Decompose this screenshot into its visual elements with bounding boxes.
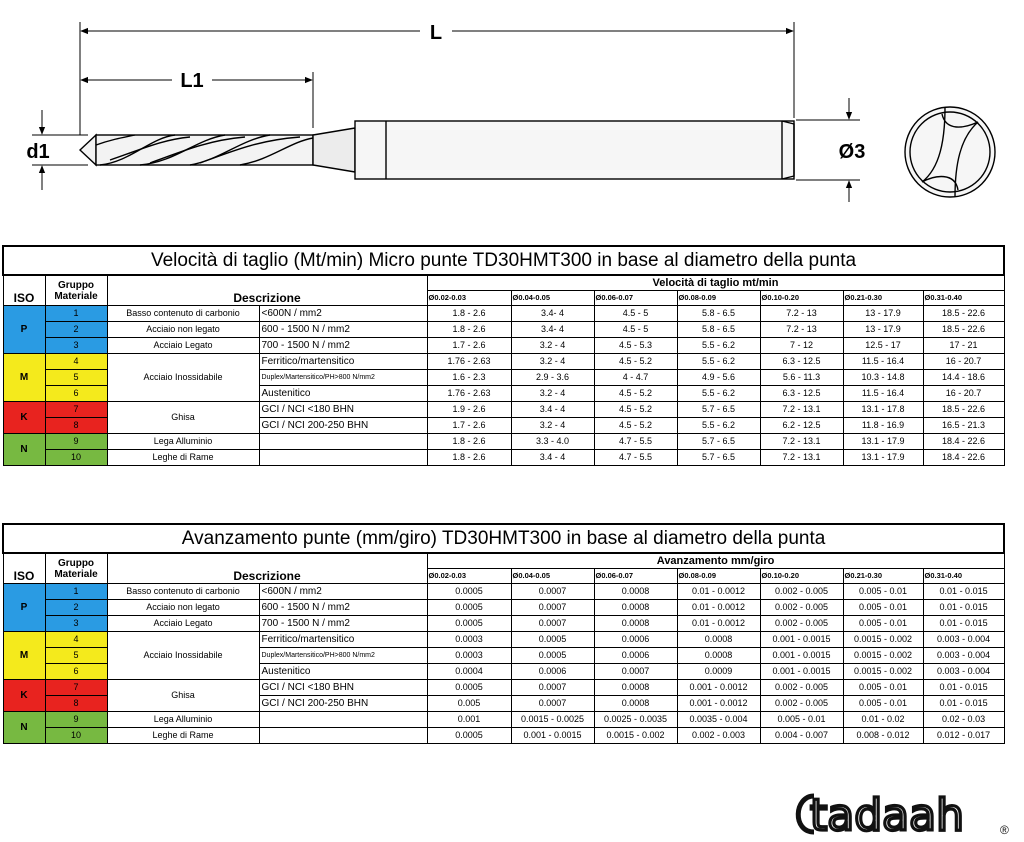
table-row (3, 632, 1004, 648)
material-subtype (259, 728, 427, 744)
value-cell: 0.01 - 0.0012 (677, 600, 760, 616)
table-row (3, 306, 1004, 322)
value-cell: 1.76 - 2.63 (427, 386, 511, 402)
value-cell: 16.5 - 21.3 (923, 418, 1004, 434)
material-subtype: 700 - 1500 N / mm2 (259, 338, 427, 354)
title-row (3, 524, 1004, 553)
value-cell: 7.2 - 13.1 (760, 402, 843, 418)
value-cell: 5.6 - 11.3 (760, 370, 843, 386)
value-cell: 5.5 - 6.2 (677, 338, 760, 354)
material-subtype (259, 434, 427, 450)
value-cell: 5.8 - 6.5 (677, 306, 760, 322)
value-cell: 0.0008 (594, 616, 677, 632)
value-cell: 0.001 - 0.0015 (760, 632, 843, 648)
value-cell: 4.9 - 5.6 (677, 370, 760, 386)
material-description: Ghisa (107, 680, 259, 712)
value-cell: 5.5 - 6.2 (677, 354, 760, 370)
dimension-l1-label: L1 (180, 70, 204, 92)
value-cell: 0.0007 (511, 600, 594, 616)
header-row (3, 275, 1004, 291)
dimension-shank (796, 98, 865, 202)
group-number: 7 (45, 402, 107, 418)
value-cell: 4.5 - 5.2 (594, 354, 677, 370)
values-header: Avanzamento mm/giro (427, 553, 1004, 569)
value-cell: 0.0015 - 0.002 (843, 648, 923, 664)
iso-cell-p: P (3, 306, 45, 354)
value-cell: 0.0005 (427, 600, 511, 616)
value-cell: 0.01 - 0.0012 (677, 616, 760, 632)
value-cell: 0.0008 (594, 696, 677, 712)
table-title: Velocità di taglio (Mt/min) Micro punte TD30HMT300 in base al diametro della punta (3, 246, 1004, 275)
value-cell: 0.002 - 0.005 (760, 680, 843, 696)
group-number: 8 (45, 696, 107, 712)
diameter-header: Ø0.06-0.07 (594, 291, 677, 306)
value-cell: 0.005 - 0.01 (843, 616, 923, 632)
value-cell: 0.0007 (511, 584, 594, 600)
value-cell: 1.8 - 2.6 (427, 322, 511, 338)
group-number: 5 (45, 370, 107, 386)
registered-mark: ® (1000, 823, 1009, 837)
group-number: 8 (45, 418, 107, 434)
diameter-header: Ø0.08-0.09 (677, 291, 760, 306)
dimension-d1-label: d1 (26, 141, 50, 163)
value-cell: 18.5 - 22.6 (923, 322, 1004, 338)
dimension-shank-label: Ø3 (838, 141, 866, 163)
value-cell: 0.0008 (594, 600, 677, 616)
iso-cell-k: K (3, 680, 45, 712)
value-cell: 18.4 - 22.6 (923, 434, 1004, 450)
material-description: Lega Alluminio (107, 434, 259, 450)
value-cell: 13.1 - 17.9 (843, 450, 923, 466)
material-subtype: Ferritico/martensitico (259, 354, 427, 370)
value-cell: 12.5 - 17 (843, 338, 923, 354)
material-description: Ghisa (107, 402, 259, 434)
value-cell: 0.0008 (677, 648, 760, 664)
value-cell: 0.003 - 0.004 (923, 664, 1004, 680)
value-cell: 0.0005 (427, 680, 511, 696)
group-number: 3 (45, 338, 107, 354)
value-cell: 4.5 - 5.2 (594, 418, 677, 434)
value-cell: 3.4- 4 (511, 306, 594, 322)
material-description: Acciaio Legato (107, 338, 259, 354)
value-cell: 11.8 - 16.9 (843, 418, 923, 434)
value-cell: 0.0005 (511, 632, 594, 648)
table-row (3, 712, 1004, 728)
value-cell: 0.01 - 0.0012 (677, 584, 760, 600)
speed-table-body (3, 246, 1004, 466)
material-subtype: GCI / NCI <180 BHN (259, 402, 427, 418)
value-cell: 0.005 - 0.01 (843, 696, 923, 712)
value-cell: 0.005 - 0.01 (843, 600, 923, 616)
value-cell: 0.0008 (594, 584, 677, 600)
speed-table (2, 245, 1005, 466)
feed-table-body (3, 524, 1004, 744)
value-cell: 3.3 - 4.0 (511, 434, 594, 450)
table-row (3, 322, 1004, 338)
value-cell: 0.0007 (511, 696, 594, 712)
group-number: 1 (45, 306, 107, 322)
material-subtype: Austenitico (259, 664, 427, 680)
value-cell: 3.2 - 4 (511, 338, 594, 354)
value-cell: 5.5 - 6.2 (677, 386, 760, 402)
value-cell: 0.0007 (594, 664, 677, 680)
material-description: Leghe di Rame (107, 728, 259, 744)
iso-cell-m: M (3, 354, 45, 402)
iso-header: ISO (3, 275, 45, 306)
diameter-header: Ø0.31-0.40 (923, 569, 1004, 584)
value-cell: 5.7 - 6.5 (677, 402, 760, 418)
group-number: 3 (45, 616, 107, 632)
table-title: Avanzamento punte (mm/giro) TD30HMT300 in base al diametro della punta (3, 524, 1004, 553)
material-subtype: GCI / NCI <180 BHN (259, 680, 427, 696)
value-cell: 4.5 - 5.2 (594, 402, 677, 418)
value-cell: 13.1 - 17.8 (843, 402, 923, 418)
material-description: Acciaio Inossidabile (107, 632, 259, 680)
value-cell: 7 - 12 (760, 338, 843, 354)
value-cell: 3.2 - 4 (511, 418, 594, 434)
value-cell: 0.01 - 0.015 (923, 616, 1004, 632)
value-cell: 0.005 (427, 696, 511, 712)
value-cell: 0.0007 (511, 680, 594, 696)
value-cell: 0.001 - 0.0012 (677, 696, 760, 712)
value-cell: 1.76 - 2.63 (427, 354, 511, 370)
value-cell: 13 - 17.9 (843, 306, 923, 322)
value-cell: 6.3 - 12.5 (760, 386, 843, 402)
value-cell: 3.2 - 4 (511, 386, 594, 402)
value-cell: 10.3 - 14.8 (843, 370, 923, 386)
value-cell: 1.7 - 2.6 (427, 418, 511, 434)
value-cell: 11.5 - 16.4 (843, 354, 923, 370)
value-cell: 0.01 - 0.015 (923, 696, 1004, 712)
table-row (3, 728, 1004, 744)
dimension-l (81, 20, 793, 44)
table-row (3, 616, 1004, 632)
value-cell: 3.4 - 4 (511, 402, 594, 418)
value-cell: 0.0035 - 0.004 (677, 712, 760, 728)
value-cell: 0.005 - 0.01 (760, 712, 843, 728)
material-subtype: <600N / mm2 (259, 306, 427, 322)
value-cell: 4.7 - 5.5 (594, 450, 677, 466)
table-row (3, 450, 1004, 466)
material-description: Lega Alluminio (107, 712, 259, 728)
value-cell: 0.0015 - 0.002 (843, 632, 923, 648)
diameter-header: Ø0.04-0.05 (511, 291, 594, 306)
value-cell: 0.002 - 0.005 (760, 616, 843, 632)
dimension-l1 (81, 68, 312, 92)
value-cell: 0.0006 (511, 664, 594, 680)
diameter-header: Ø0.21-0.30 (843, 291, 923, 306)
diameter-header: Ø0.06-0.07 (594, 569, 677, 584)
diameter-header: Ø0.02-0.03 (427, 569, 511, 584)
table-row (3, 600, 1004, 616)
value-cell: 0.0005 (511, 648, 594, 664)
iso-cell-k: K (3, 402, 45, 434)
value-cell: 5.7 - 6.5 (677, 434, 760, 450)
value-cell: 0.001 - 0.0015 (760, 664, 843, 680)
material-subtype: Austenitico (259, 386, 427, 402)
value-cell: 1.8 - 2.6 (427, 450, 511, 466)
value-cell: 4.5 - 5.3 (594, 338, 677, 354)
value-cell: 14.4 - 18.6 (923, 370, 1004, 386)
value-cell: 17 - 21 (923, 338, 1004, 354)
value-cell: 0.01 - 0.015 (923, 600, 1004, 616)
value-cell: 0.003 - 0.004 (923, 648, 1004, 664)
drill-end-view (905, 107, 995, 197)
material-description: Leghe di Rame (107, 450, 259, 466)
diameter-header: Ø0.02-0.03 (427, 291, 511, 306)
value-cell: 18.5 - 22.6 (923, 306, 1004, 322)
title-row (3, 246, 1004, 275)
value-cell: 0.003 - 0.004 (923, 632, 1004, 648)
value-cell: 0.0005 (427, 728, 511, 744)
iso-cell-p: P (3, 584, 45, 632)
value-cell: 0.001 - 0.0012 (677, 680, 760, 696)
table-row (3, 584, 1004, 600)
table-row (3, 354, 1004, 370)
material-description: Basso contenuto di carbonio (107, 306, 259, 322)
table-row (3, 402, 1004, 418)
value-cell: 0.001 - 0.0015 (511, 728, 594, 744)
group-number: 5 (45, 648, 107, 664)
group-number: 7 (45, 680, 107, 696)
value-cell: 1.8 - 2.6 (427, 306, 511, 322)
description-header: Descrizione (107, 275, 427, 306)
table-row (3, 338, 1004, 354)
value-cell: 16 - 20.7 (923, 386, 1004, 402)
value-cell: 1.6 - 2.3 (427, 370, 511, 386)
value-cell: 5.5 - 6.2 (677, 418, 760, 434)
group-number: 10 (45, 728, 107, 744)
material-subtype: 600 - 1500 N / mm2 (259, 322, 427, 338)
value-cell: 7.2 - 13 (760, 306, 843, 322)
dimension-d1 (26, 110, 88, 190)
value-cell: 4.5 - 5 (594, 322, 677, 338)
value-cell: 0.0015 - 0.0025 (511, 712, 594, 728)
value-cell: 0.01 - 0.015 (923, 680, 1004, 696)
value-cell: 0.002 - 0.003 (677, 728, 760, 744)
material-subtype (259, 450, 427, 466)
value-cell: 3.4- 4 (511, 322, 594, 338)
diameter-header: Ø0.08-0.09 (677, 569, 760, 584)
material-subtype: Duplex/Martensitico/PH>800 N/mm2 (259, 648, 427, 664)
value-cell: 5.7 - 6.5 (677, 450, 760, 466)
diameter-header: Ø0.21-0.30 (843, 569, 923, 584)
value-cell: 0.008 - 0.012 (843, 728, 923, 744)
group-header: Gruppo Materiale (45, 275, 107, 306)
value-cell: 0.004 - 0.007 (760, 728, 843, 744)
value-cell: 5.8 - 6.5 (677, 322, 760, 338)
value-cell: 4.5 - 5 (594, 306, 677, 322)
value-cell: 13 - 17.9 (843, 322, 923, 338)
group-header: Gruppo Materiale (45, 553, 107, 584)
group-number: 4 (45, 354, 107, 370)
value-cell: 0.0005 (427, 584, 511, 600)
value-cell: 0.0006 (594, 648, 677, 664)
group-number: 6 (45, 386, 107, 402)
value-cell: 0.005 - 0.01 (843, 584, 923, 600)
group-number: 4 (45, 632, 107, 648)
material-subtype: GCI / NCI 200-250 BHN (259, 418, 427, 434)
diameter-header: Ø0.10-0.20 (760, 291, 843, 306)
drill-body (80, 121, 794, 179)
value-cell: 0.012 - 0.017 (923, 728, 1004, 744)
value-cell: 3.4 - 4 (511, 450, 594, 466)
material-description: Acciaio Inossidabile (107, 354, 259, 402)
material-description: Acciaio non legato (107, 600, 259, 616)
table-row (3, 434, 1004, 450)
value-cell: 0.0006 (594, 632, 677, 648)
material-subtype: GCI / NCI 200-250 BHN (259, 696, 427, 712)
value-cell: 6.3 - 12.5 (760, 354, 843, 370)
value-cell: 4 - 4.7 (594, 370, 677, 386)
diameter-header: Ø0.04-0.05 (511, 569, 594, 584)
value-cell: 18.5 - 22.6 (923, 402, 1004, 418)
value-cell: 0.0025 - 0.0035 (594, 712, 677, 728)
iso-cell-m: M (3, 632, 45, 680)
value-cell: 0.0005 (427, 616, 511, 632)
value-cell: 0.001 (427, 712, 511, 728)
value-cell: 7.2 - 13.1 (760, 434, 843, 450)
value-cell: 11.5 - 16.4 (843, 386, 923, 402)
group-number: 2 (45, 322, 107, 338)
value-cell: 4.5 - 5.2 (594, 386, 677, 402)
description-header: Descrizione (107, 553, 427, 584)
group-number: 1 (45, 584, 107, 600)
group-number: 9 (45, 434, 107, 450)
value-cell: 0.0004 (427, 664, 511, 680)
iso-cell-n: N (3, 434, 45, 466)
diameter-header: Ø0.31-0.40 (923, 291, 1004, 306)
group-number: 9 (45, 712, 107, 728)
value-cell: 0.001 - 0.0015 (760, 648, 843, 664)
value-cell: 1.7 - 2.6 (427, 338, 511, 354)
value-cell: 3.2 - 4 (511, 354, 594, 370)
iso-cell-n: N (3, 712, 45, 744)
material-subtype: 600 - 1500 N / mm2 (259, 600, 427, 616)
value-cell: 7.2 - 13.1 (760, 450, 843, 466)
value-cell: 18.4 - 22.6 (923, 450, 1004, 466)
value-cell: 0.002 - 0.005 (760, 584, 843, 600)
value-cell: 1.9 - 2.6 (427, 402, 511, 418)
value-cell: 0.0003 (427, 648, 511, 664)
tadaah-logo (788, 790, 1018, 838)
value-cell: 2.9 - 3.6 (511, 370, 594, 386)
header-row (3, 553, 1004, 569)
logo-text: tadaah (810, 790, 964, 838)
iso-header: ISO (3, 553, 45, 584)
group-number: 2 (45, 600, 107, 616)
value-cell: 0.0015 - 0.002 (594, 728, 677, 744)
material-description: Basso contenuto di carbonio (107, 584, 259, 600)
material-subtype: Duplex/Martensitico/PH>800 N/mm2 (259, 370, 427, 386)
material-description: Acciaio Legato (107, 616, 259, 632)
feed-table (2, 523, 1005, 744)
value-cell: 0.02 - 0.03 (923, 712, 1004, 728)
value-cell: 0.005 - 0.01 (843, 680, 923, 696)
table-row (3, 680, 1004, 696)
value-cell: 16 - 20.7 (923, 354, 1004, 370)
value-cell: 0.002 - 0.005 (760, 696, 843, 712)
material-subtype: 700 - 1500 N / mm2 (259, 616, 427, 632)
group-number: 6 (45, 664, 107, 680)
value-cell: 0.0015 - 0.002 (843, 664, 923, 680)
value-cell: 0.0007 (511, 616, 594, 632)
value-cell: 6.2 - 12.5 (760, 418, 843, 434)
value-cell: 0.0008 (594, 680, 677, 696)
value-cell: 0.01 - 0.02 (843, 712, 923, 728)
value-cell: 0.01 - 0.015 (923, 584, 1004, 600)
diameter-header: Ø0.10-0.20 (760, 569, 843, 584)
dimension-l-label: L (429, 22, 443, 44)
value-cell: 0.0009 (677, 664, 760, 680)
drill-drawing (0, 0, 1024, 232)
value-cell: 13.1 - 17.9 (843, 434, 923, 450)
material-subtype (259, 712, 427, 728)
value-cell: 4.7 - 5.5 (594, 434, 677, 450)
value-cell: 1.8 - 2.6 (427, 434, 511, 450)
material-description: Acciaio non legato (107, 322, 259, 338)
value-cell: 0.0008 (677, 632, 760, 648)
value-cell: 0.002 - 0.005 (760, 600, 843, 616)
material-subtype: <600N / mm2 (259, 584, 427, 600)
values-header: Velocità di taglio mt/min (427, 275, 1004, 291)
group-number: 10 (45, 450, 107, 466)
value-cell: 0.0003 (427, 632, 511, 648)
material-subtype: Ferritico/martensitico (259, 632, 427, 648)
value-cell: 7.2 - 13 (760, 322, 843, 338)
